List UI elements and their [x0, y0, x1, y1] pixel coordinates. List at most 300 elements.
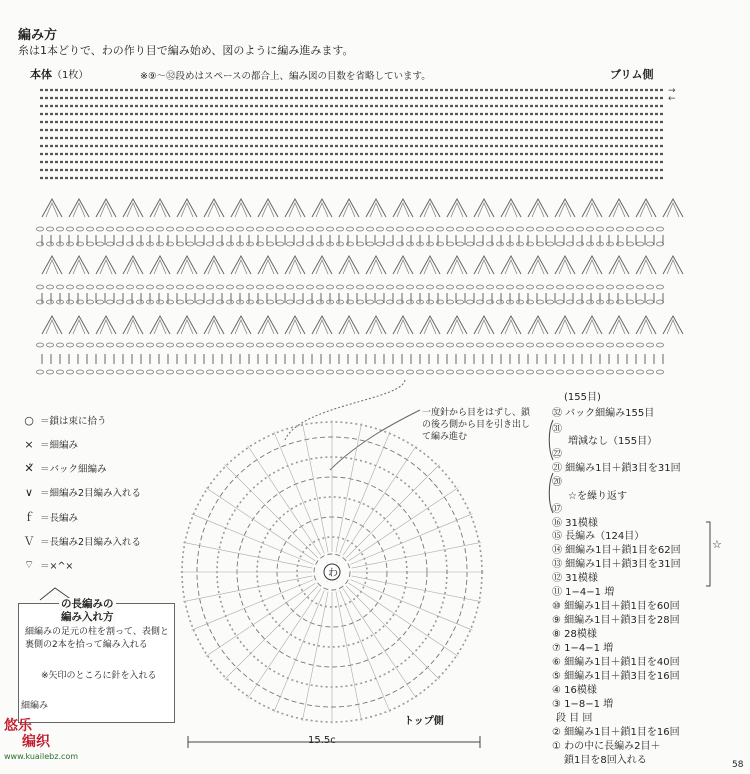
chain-stitch: [407, 285, 414, 289]
spoke: [350, 580, 472, 631]
fan-stitch: [339, 316, 359, 334]
chain-stitch: [547, 370, 554, 374]
chain-stitch: [587, 370, 594, 374]
chain-stitch: [217, 370, 224, 374]
chain-stitch: [467, 300, 474, 304]
chain-stitch: [217, 343, 224, 347]
chain-stitch: [37, 285, 44, 289]
round-instruction: ㉜ バック細編み155目: [552, 408, 655, 419]
chain-stitch: [377, 343, 384, 347]
chain-stitch: [287, 227, 294, 231]
chain-stitch: [647, 370, 654, 374]
fan-stitch: [505, 320, 517, 334]
fan-stitch: [474, 256, 494, 274]
chain-stitch: [207, 285, 214, 289]
chain-stitch: [57, 370, 64, 374]
fan-stitch: [501, 199, 521, 217]
fan-stitch: [181, 320, 193, 334]
callout-text: 一度針から目をはずし、鎖の後ろ側から目を引き出して編み進む: [422, 408, 531, 442]
round-instruction: ⑤ 細編み1目＋鎖3目を16回: [552, 671, 680, 682]
legend-item: [22, 437, 78, 451]
chain-stitch: [137, 370, 144, 374]
chain-stitch: [327, 343, 334, 347]
chain-stitch: [507, 370, 514, 374]
chain-stitch: [617, 285, 624, 289]
chain-stitch: [97, 242, 104, 246]
chain-stitch: [497, 227, 504, 231]
intro-text: 糸は1本どりで、わの作り目で編み始め、図のように編み進みます。: [18, 44, 354, 57]
chain-stitch: [517, 370, 524, 374]
chain-stitch: [87, 370, 94, 374]
chain-stitch: [97, 370, 104, 374]
chain-stitch: [527, 285, 534, 289]
chain-stitch: [107, 285, 114, 289]
chain-stitch: [267, 227, 274, 231]
chain-stitch: [197, 242, 204, 246]
fan-stitch: [96, 316, 116, 334]
chain-stitch: [637, 285, 644, 289]
fan-stitch: [478, 320, 490, 334]
chain-stitch: [207, 370, 214, 374]
chain-stitch: [247, 370, 254, 374]
chain-stitch: [577, 285, 584, 289]
fan-stitch: [366, 316, 386, 334]
chain-stitch: [67, 242, 74, 246]
chain-stitch: [297, 227, 304, 231]
chain-stitch: [577, 370, 584, 374]
fan-stitch: [235, 320, 247, 334]
chain-stitch: [477, 343, 484, 347]
fan-stitch: [478, 203, 490, 217]
chain-stitch: [567, 300, 574, 304]
fan-stitch: [46, 260, 58, 274]
fan-stitch: [42, 256, 62, 274]
chain-stitch: [67, 370, 74, 374]
chain-stitch: [537, 227, 544, 231]
chain-stitch: [247, 285, 254, 289]
page-title: 編み方: [18, 28, 58, 43]
chain-stitch: [457, 285, 464, 289]
fan-stitch: [478, 260, 490, 274]
fan-stitch: [204, 199, 224, 217]
chain-stitch: [297, 242, 304, 246]
brim-side-label: ブリム側: [610, 68, 654, 81]
chain-stitch: [327, 227, 334, 231]
chain-stitch: [267, 242, 274, 246]
round-instruction: ⑭ 細編み1目＋鎖1目を62回: [552, 545, 681, 556]
fan-stitch: [235, 203, 247, 217]
fan-stitch: [609, 256, 629, 274]
chain-stitch: [377, 242, 384, 246]
chain-stitch: [377, 227, 384, 231]
chain-stitch: [317, 242, 324, 246]
fan-stitch: [208, 260, 220, 274]
legend-text: ＝バック細編み: [40, 464, 107, 475]
fan-stitch: [177, 316, 197, 334]
round-instruction: ㉑ 細編み1目＋鎖3目を31回: [552, 463, 681, 474]
fan-stitch: [451, 260, 463, 274]
fan-stitch: [613, 320, 625, 334]
round-instruction: ⑮ 長編み（124目）: [552, 531, 645, 542]
fan-stitch: [420, 256, 440, 274]
spoke: [340, 432, 391, 554]
fan-stitch: [262, 260, 274, 274]
chain-stitch: [497, 300, 504, 304]
chain-stitch: [117, 370, 124, 374]
round-instruction: ① わの中に長編み2目＋: [552, 741, 661, 752]
round-instruction: ⑪ 1−4−1 増: [552, 587, 615, 598]
round-instruction: ⑳: [552, 477, 562, 488]
fan-stitch: [559, 203, 571, 217]
fan-stitch: [258, 316, 278, 334]
chain-stitch: [587, 343, 594, 347]
chain-stitch: [37, 370, 44, 374]
legend-symbol: ✕̃: [24, 461, 34, 475]
chain-stitch: [627, 343, 634, 347]
chain-stitch: [647, 227, 654, 231]
chain-stitch: [197, 370, 204, 374]
chain-stitch: [507, 285, 514, 289]
chain-stitch: [557, 343, 564, 347]
chain-stitch: [447, 242, 454, 246]
chain-stitch: [527, 227, 534, 231]
technique-title: の長編みの 編み入れ方: [61, 598, 114, 623]
technique-caption: 細編み: [21, 701, 49, 711]
technique-box: [18, 598, 175, 723]
fan-stitch: [505, 260, 517, 274]
fan-stitch: [289, 320, 301, 334]
chain-stitch: [477, 285, 484, 289]
fan-stitch: [127, 260, 139, 274]
fan-stitch: [289, 203, 301, 217]
round-instruction: ⑨ 細編み1目＋鎖3目を28回: [552, 615, 680, 626]
round-instruction: (155目): [564, 392, 601, 403]
chain-stitch: [397, 285, 404, 289]
fan-stitch: [204, 256, 224, 274]
chain-stitch: [147, 370, 154, 374]
chain-stitch: [477, 227, 484, 231]
fan-stitch: [586, 320, 598, 334]
fan-stitch: [613, 203, 625, 217]
chain-stitch: [437, 343, 444, 347]
fan-stitch: [370, 203, 382, 217]
round-instruction: ③ 1−8−1 増: [552, 699, 614, 710]
chain-stitch: [427, 370, 434, 374]
chain-stitch: [537, 242, 544, 246]
chain-stitch: [387, 227, 394, 231]
fan-stitch: [667, 320, 679, 334]
fan-stitch: [613, 260, 625, 274]
chain-stitch: [517, 242, 524, 246]
chain-stitch: [357, 242, 364, 246]
fan-stitch: [343, 260, 355, 274]
chain-stitch: [427, 300, 434, 304]
chain-stitch: [247, 300, 254, 304]
fan-stitch: [640, 260, 652, 274]
chain-stitch: [397, 343, 404, 347]
chain-stitch: [327, 285, 334, 289]
chain-stitch: [207, 227, 214, 231]
technique-body: 細編みの足元の柱を割って、表側と裏側の2本を拾って編み入れる: [25, 627, 169, 650]
chain-stitch: [157, 285, 164, 289]
page-number: 58: [732, 760, 744, 770]
chain-stitch: [167, 227, 174, 231]
fan-stitch: [100, 260, 112, 274]
chain-stitch: [157, 227, 164, 231]
fan-stitch: [312, 256, 332, 274]
chain-stitch: [197, 227, 204, 231]
chain-stitch: [537, 343, 544, 347]
spoke: [346, 586, 439, 679]
chain-stitch: [607, 370, 614, 374]
chain-stitch: [507, 227, 514, 231]
fan-stitch: [393, 316, 413, 334]
chain-stitch: [77, 370, 84, 374]
chain-stitch: [587, 242, 594, 246]
spoke: [225, 465, 318, 558]
chain-stitch: [297, 370, 304, 374]
chain-stitch: [407, 343, 414, 347]
chain-stitch: [277, 300, 284, 304]
fan-stitch: [150, 316, 170, 334]
chain-stitch: [167, 343, 174, 347]
chain-stitch: [357, 370, 364, 374]
fan-stitch: [555, 199, 575, 217]
fan-stitch: [528, 199, 548, 217]
chain-stitch: [237, 343, 244, 347]
round-instruction: ⑧ 28模様: [552, 629, 597, 640]
chain-stitch: [47, 242, 54, 246]
fan-stitch: [640, 320, 652, 334]
chain-stitch: [237, 227, 244, 231]
fan-stitch: [366, 256, 386, 274]
chain-stitch: [187, 300, 194, 304]
chain-stitch: [337, 343, 344, 347]
fan-stitch: [555, 316, 575, 334]
fan-stitch: [528, 316, 548, 334]
fan-stitch: [69, 199, 89, 217]
fan-stitch: [312, 199, 332, 217]
fan-stitch: [69, 316, 89, 334]
chain-stitch: [417, 370, 424, 374]
chain-stitch: [127, 370, 134, 374]
chain-stitch: [107, 300, 114, 304]
chain-stitch: [417, 343, 424, 347]
chain-stitch: [67, 285, 74, 289]
chain-stitch: [487, 343, 494, 347]
chain-stitch: [47, 370, 54, 374]
chain-stitch: [137, 300, 144, 304]
chain-stitch: [337, 285, 344, 289]
chain-stitch: [507, 343, 514, 347]
fan-stitch: [667, 203, 679, 217]
fan-stitch: [42, 199, 62, 217]
chain-stitch: [197, 300, 204, 304]
chain-stitch: [427, 343, 434, 347]
chain-stitch: [437, 227, 444, 231]
chain-stitch: [627, 242, 634, 246]
fan-stitch: [262, 203, 274, 217]
chain-stitch: [637, 227, 644, 231]
fan-stitch: [532, 203, 544, 217]
chain-stitch: [287, 242, 294, 246]
chain-stitch: [357, 343, 364, 347]
fan-stitch: [208, 320, 220, 334]
fan-stitch: [393, 256, 413, 274]
round-instruction: ㉛: [552, 424, 562, 435]
chain-stitch: [447, 343, 454, 347]
chain-stitch: [107, 370, 114, 374]
fan-stitch: [285, 256, 305, 274]
fan-stitch: [636, 199, 656, 217]
chain-stitch: [157, 300, 164, 304]
chain-stitch: [547, 242, 554, 246]
fan-stitch: [447, 199, 467, 217]
fan-stitch: [343, 203, 355, 217]
chain-stitch: [367, 227, 374, 231]
fan-stitch: [451, 320, 463, 334]
chain-stitch: [117, 242, 124, 246]
chain-stitch: [547, 227, 554, 231]
chain-stitch: [637, 242, 644, 246]
chain-stitch: [567, 343, 574, 347]
fan-stitch: [150, 199, 170, 217]
fan-stitch: [586, 203, 598, 217]
fan-stitch: [285, 316, 305, 334]
chain-stitch: [427, 242, 434, 246]
chain-stitch: [627, 370, 634, 374]
chain-stitch: [397, 370, 404, 374]
legend-item: [22, 509, 78, 525]
chain-stitch: [347, 370, 354, 374]
chain-stitch: [547, 285, 554, 289]
chain-stitch: [587, 300, 594, 304]
fan-stitch: [181, 260, 193, 274]
chain-stitch: [367, 370, 374, 374]
chain-stitch: [447, 370, 454, 374]
chain-stitch: [467, 370, 474, 374]
chain-stitch: [557, 285, 564, 289]
top-side-label: トップ側: [404, 716, 444, 727]
chain-stitch: [617, 343, 624, 347]
chain-stitch: [277, 343, 284, 347]
fan-stitch: [69, 256, 89, 274]
chain-stitch: [127, 343, 134, 347]
spoke: [274, 590, 325, 712]
fan-stitch: [181, 203, 193, 217]
chain-stitch: [267, 343, 274, 347]
chain-stitch: [267, 370, 274, 374]
chain-stitch: [557, 242, 564, 246]
chain-stitch: [487, 227, 494, 231]
chain-stitch: [287, 285, 294, 289]
chain-stitch: [607, 242, 614, 246]
fan-stitch: [447, 316, 467, 334]
chain-stitch: [357, 227, 364, 231]
round-bracket: [706, 522, 710, 586]
chain-stitch: [537, 285, 544, 289]
chain-stitch: [447, 300, 454, 304]
chain-stitch: [227, 285, 234, 289]
fan-stitch: [177, 199, 197, 217]
chain-stitch: [287, 300, 294, 304]
fan-stitch: [231, 316, 251, 334]
chain-stitch: [337, 227, 344, 231]
legend-item: [22, 461, 107, 475]
fan-stitch: [96, 199, 116, 217]
chain-stitch: [197, 343, 204, 347]
chain-stitch: [127, 227, 134, 231]
chain-stitch: [277, 285, 284, 289]
chain-stitch: [47, 227, 54, 231]
chain-stitch: [267, 285, 274, 289]
fan-stitch: [451, 203, 463, 217]
fan-stitch: [285, 199, 305, 217]
chain-stitch: [547, 343, 554, 347]
chain-stitch: [77, 227, 84, 231]
chain-stitch: [607, 227, 614, 231]
ring-center-label: わ: [328, 568, 338, 579]
chain-stitch: [387, 343, 394, 347]
chain-stitch: [187, 242, 194, 246]
legend-text: ＝鎖は束に拾う: [40, 416, 107, 427]
chain-stitch: [657, 227, 664, 231]
chain-stitch: [477, 242, 484, 246]
chain-stitch: [587, 285, 594, 289]
chain-stitch: [57, 227, 64, 231]
chain-stitch: [617, 227, 624, 231]
chain-stitch: [647, 242, 654, 246]
chain-stitch: [447, 227, 454, 231]
chain-stitch: [177, 370, 184, 374]
spoke: [346, 465, 439, 558]
chain-stitch: [137, 227, 144, 231]
row-arrow-icon: ←: [668, 94, 676, 104]
chain-stitch: [47, 285, 54, 289]
chain-stitch: [367, 300, 374, 304]
chain-stitch: [567, 242, 574, 246]
fan-stitch: [424, 320, 436, 334]
chain-stitch: [537, 370, 544, 374]
chain-stitch: [87, 285, 94, 289]
chain-stitch: [147, 343, 154, 347]
legend-symbol: ｆ: [23, 511, 35, 524]
chain-stitch: [497, 370, 504, 374]
fan-stitch: [420, 199, 440, 217]
fan-stitch: [73, 320, 85, 334]
fan-stitch: [154, 203, 166, 217]
legend-item: [22, 533, 141, 549]
chain-stitch: [627, 300, 634, 304]
chain-stitch: [547, 300, 554, 304]
chain-stitch: [347, 285, 354, 289]
chain-stitch: [207, 242, 214, 246]
chain-stitch: [67, 300, 74, 304]
fan-stitch: [636, 316, 656, 334]
chain-stitch: [627, 285, 634, 289]
chain-stitch: [167, 285, 174, 289]
chain-stitch: [647, 285, 654, 289]
chain-stitch: [347, 227, 354, 231]
legend-text: ＝細編み: [40, 440, 79, 451]
chain-stitch: [637, 300, 644, 304]
chain-stitch: [107, 227, 114, 231]
round-instruction: ⑰: [552, 504, 562, 515]
chain-stitch: [87, 242, 94, 246]
legend-symbol: ∨: [24, 485, 34, 499]
fan-stitch: [208, 203, 220, 217]
round-instruction: ⑩ 細編み1目＋鎖1目を60回: [552, 601, 680, 612]
